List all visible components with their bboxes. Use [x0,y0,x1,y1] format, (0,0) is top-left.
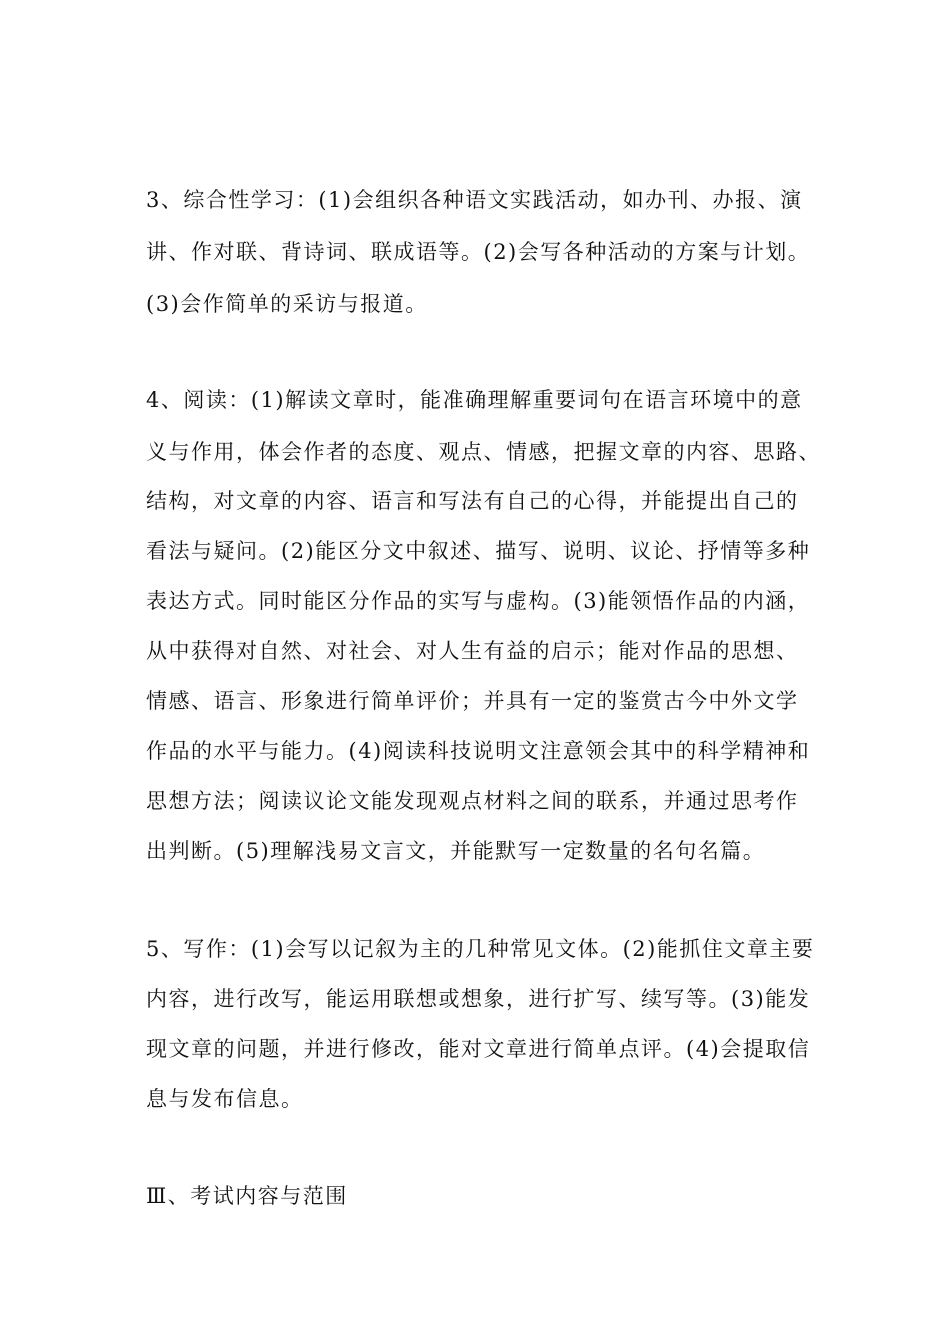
section-5-line-2: 内容，进行改写，能运用联想或想象，进行扩写、续写等。(3)能发 [146,987,811,1011]
section-4-line-4: 看法与疑问。(2)能区分文中叙述、描写、说明、议论、抒情等多种 [146,539,811,563]
section-4-line-3: 结构，对文章的内容、语言和写法有自己的心得，并能提出自己的 [146,489,799,513]
section-heading-exam-scope: Ⅲ、考试内容与范围 [146,1184,348,1208]
section-5-line-3: 现文章的问题，并进行修改，能对文章进行简单点评。(4)会提取信 [146,1037,811,1061]
section-3-line-1: 3、综合性学习：(1)会组织各种语文实践活动，如办刊、办报、演 [146,188,803,212]
section-3-line-3: (3)会作简单的采访与报道。 [146,292,428,316]
section-4-line-5: 表达方式。同时能区分作品的实写与虚构。(3)能领悟作品的内涵， [146,589,811,613]
section-4-line-1: 4、阅读：(1)解读文章时，能准确理解重要词句在语言环境中的意 [146,388,803,412]
section-4-line-6: 从中获得对自然、对社会、对人生有益的启示；能对作品的思想、 [146,639,799,663]
section-4-line-8: 作品的水平与能力。(4)阅读科技说明文注意领会其中的科学精神和 [146,739,811,763]
section-4-line-2: 义与作用，体会作者的态度、观点、情感，把握文章的内容、思路、 [146,440,821,464]
section-4-line-10: 出判断。(5)理解浅易文言文，并能默写一定数量的名句名篇。 [146,839,766,863]
section-4-line-7: 情感、语言、形象进行简单评价；并具有一定的鉴赏古今中外文学 [146,689,799,713]
section-5-line-4: 息与发布信息。 [146,1087,304,1111]
section-5-line-1: 5、写作：(1)会写以记叙为主的几种常见文体。(2)能抓住文章主要 [146,937,815,961]
section-3-line-2: 讲、作对联、背诗词、联成语等。(2)会写各种活动的方案与计划。 [146,240,811,264]
section-4-line-9: 思想方法；阅读议论文能发现观点材料之间的联系，并通过思考作 [146,789,799,813]
